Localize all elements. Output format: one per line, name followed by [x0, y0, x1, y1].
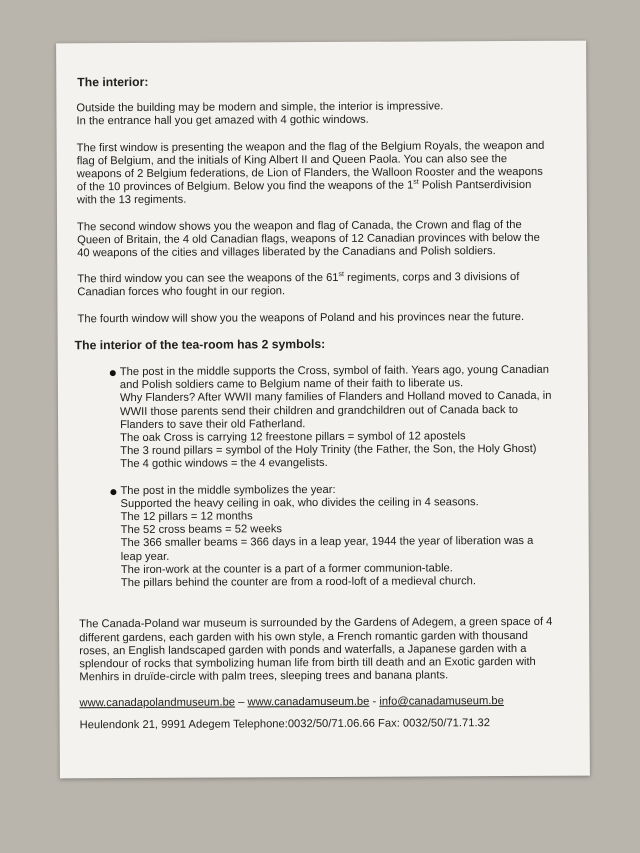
contact-line: Heulendonk 21, 9991 Adegem Telephone:0032/50/71.06.66 Fax: 0032/50/71.71.32 — [79, 716, 491, 731]
text-line: Flanders to save their old Fatherland. — [120, 417, 306, 431]
text-line: The 4 gothic windows = the 4 evangelists. — [120, 457, 328, 471]
tearoom-heading: The interior of the tea-room has 2 symbols: — [74, 336, 326, 353]
text-line: Supported the heavy ceiling in oak, who divides the ceiling in 4 seasons. — [120, 496, 479, 510]
text-line: leap year. — [120, 550, 170, 563]
text-line: The 12 pillars = 12 months — [120, 510, 253, 524]
text-line: The post in the middle symbolizes the year: — [120, 483, 336, 497]
text-line: The oak Cross is carrying 12 freestone pillars = symbol of 12 apostels — [120, 430, 466, 445]
separator: - — [369, 696, 380, 709]
superscript: st — [413, 178, 419, 187]
bullet-icon — [110, 489, 116, 495]
text-line: The pillars behind the counter are from a rood-loft of a medieval church. — [120, 575, 477, 590]
text-line: Outside the building may be modern and simple, the interior is impressive. — [76, 100, 444, 115]
text-span: of the 10 provinces of Belgium. Below you find the weapons of the 1 — [76, 179, 414, 194]
text-line: The second window shows you the weapon and flag of Canada, the Crown and flag of the — [77, 218, 522, 233]
document-page — [56, 41, 590, 779]
text-line: 40 weapons of the cities and villages liberated by the Canadians and Polish soldiers. — [77, 245, 496, 260]
bullet-item — [120, 482, 571, 590]
text-span: regiments, corps and 3 divisions of — [343, 271, 520, 285]
window1-paragraph — [77, 139, 569, 208]
links-line — [80, 695, 572, 711]
text-line: roses, an English landscaped garden with ponds and waterfalls, a Japanese garden with a — [79, 642, 527, 657]
text-line: with the 13 regiments. — [76, 194, 187, 207]
text-line: Why Flanders? After WWII many families of Flanders and Holland moved to Canada, in — [119, 390, 552, 405]
text-line: The 52 cross beams = 52 weeks — [120, 523, 283, 537]
text-line: The Canada-Poland war museum is surrounded by the Gardens of Adegem, a green space of 4 — [79, 616, 553, 631]
window3-paragraph — [77, 271, 569, 300]
text-line: The post in the middle supports the Cross, symbol of faith. Years ago, young Canadian — [119, 363, 549, 379]
text-line: The 366 smaller beams = 366 days in a leap year, 1944 the year of liberation was a — [120, 535, 534, 550]
superscript: st — [338, 271, 344, 279]
text-line: The 3 round pillars = symbol of the Holy Trinity (the Father, the Son, the Holy Ghost) — [120, 443, 537, 458]
text-span: The third window you can see the weapons of the 61 — [77, 272, 339, 286]
text-line: weapons of 2 Belgium federations, de Lion of Flanders, the Walloon Rooster and the weapons — [76, 165, 543, 181]
website-link[interactable]: www.canadapolandmuseum.be — [79, 696, 236, 710]
text-line: The iron-work at the counter is a part of a former communion-table. — [120, 562, 453, 576]
website-link[interactable]: www.canadamuseum.be — [247, 696, 370, 709]
email-link[interactable]: info@canadamuseum.be — [379, 695, 504, 709]
text-span: Polish Pantserdivision — [418, 179, 532, 192]
text-line: In the entrance hall you get amazed with 4 gothic windows. — [76, 114, 369, 128]
separator: – — [234, 696, 248, 709]
bullet-item — [120, 364, 571, 472]
text-line: The fourth window will show you the weapons of Poland and his provinces near the future. — [77, 310, 525, 325]
text-line: and Polish soldiers came to Belgium name of their faith to liberate us. — [119, 377, 464, 392]
text-line: Queen of Britain, the 4 old Canadian flags, weapons of 12 Canadian provinces with below the — [77, 231, 540, 247]
bullet-icon — [110, 370, 116, 376]
intro-paragraph — [76, 100, 568, 129]
text-line: splendour of rocks that symbolizing human life from birth till death and an Exotic garden with — [79, 655, 536, 671]
section-heading: The interior: — [77, 74, 149, 90]
closing-paragraph — [79, 616, 571, 685]
text-line: flag of Belgium, and the initials of King Albert II and Queen Paola. You can also see the — [76, 152, 508, 168]
text-line: The first window is presenting the weapon and the flag of the Belgium Royals, the weapon and — [76, 139, 545, 154]
text-line: Menhirs in druïde-circle with palm trees, sleeping trees and banana plants. — [79, 669, 449, 684]
text-line: WWII those parents send their children and grandchildren out of Canada back to — [119, 403, 519, 418]
window2-paragraph — [77, 218, 569, 260]
window4-paragraph — [77, 310, 569, 326]
text-line: different gardens, each garden with his own style, a French romantic garden with thousand — [79, 629, 529, 644]
text-line: Canadian forces who fought in our region. — [77, 285, 286, 299]
